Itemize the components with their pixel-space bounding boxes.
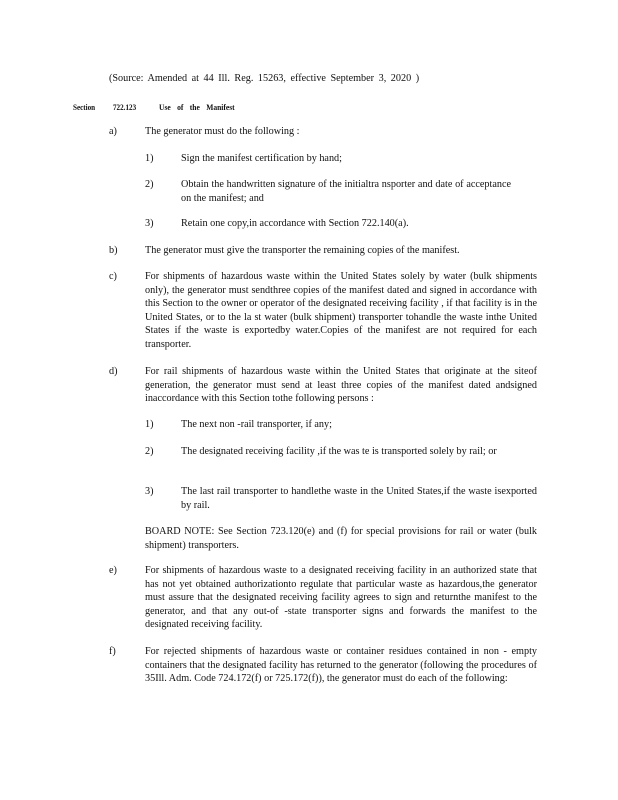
item-e-text: For shipments of hazardous waste to a designated receiving facility in an authorized state that has not yet obtained authorizationto regulate that particular waste as hazardous,the generator must assure that the designated receiving facility agrees to sign and returnthe manifest to the generator, and that any out-of -state transporter signs and forwards the manifest to the designated receiving facility. xyxy=(145,565,537,631)
section-title: Use of the Manifest xyxy=(159,103,235,112)
item-a-2-label: 2) xyxy=(145,179,154,190)
section-label: Section xyxy=(73,103,96,112)
source-note: (Source: Amended at 44 Ill. Reg. 15263, effective September 3, 2020 ) xyxy=(109,73,420,84)
item-f-text: For rejected shipments of hazardous waste or container residues contained in non - empty containers that the designated facility has returned to the generator (following the procedures of 35Ill. Adm. Code 724.172(f) or 725.172(f)), the generator must do each of the following: xyxy=(145,646,537,685)
item-a-3-label: 3) xyxy=(145,218,154,229)
board-note: BOARD NOTE: See Section 723.120(e) and (f) for special provisions for rail or water (bulk shipment) transporters. xyxy=(145,526,537,551)
item-c-text: For shipments of hazardous waste within the United States solely by water (bulk shipments only), the generator must sendthree copies of the manifest dated and signed in accordance with this Section to the owner or operator of the designated receiving facility , if that facility is in the United States, or to the la st water (bulk shipment) transporter tohandle the waste inthe United States if the waste is exportedby water.Copies of the manifest are not required for each transporter. xyxy=(145,271,537,350)
item-a-1-label: 1) xyxy=(145,153,154,164)
item-a-1-text: Sign the manifest certification by hand; xyxy=(181,153,342,164)
section-number: 722.123 xyxy=(113,103,137,112)
item-b-text: The generator must give the transporter the remaining copies of the manifest. xyxy=(145,245,460,256)
item-d-2-label: 2) xyxy=(145,446,154,457)
item-d-1-label: 1) xyxy=(145,419,154,430)
item-d-2-text: The designated receiving facility ,if the was te is transported solely by rail; or xyxy=(181,446,497,457)
item-d-3-text: The last rail transporter to handlethe waste in the United States,if the waste isexported by rail. xyxy=(181,486,537,511)
item-a-text: The generator must do the following : xyxy=(145,126,300,137)
item-a-2-text: Obtain the handwritten signature of the initialtra nsporter and date of acceptance on the manifest; and xyxy=(181,179,511,204)
item-d-text: For rail shipments of hazardous waste within the United States that originate at the siteof generation, the generator must send at least three copies of the manifest dated andsigned inaccordance with this Section tothe following persons : xyxy=(145,366,537,405)
item-d-3-label: 3) xyxy=(145,486,154,497)
item-b-label: b) xyxy=(109,245,118,256)
item-a-label: a) xyxy=(109,126,117,137)
item-d-1-text: The next non -rail transporter, if any; xyxy=(181,419,332,430)
item-f-label: f) xyxy=(109,646,116,657)
item-e-label: e) xyxy=(109,565,117,576)
item-a-3-text: Retain one copy,in accordance with Section 722.140(a). xyxy=(181,218,409,229)
item-c-label: c) xyxy=(109,271,117,282)
item-d-label: d) xyxy=(109,366,118,377)
